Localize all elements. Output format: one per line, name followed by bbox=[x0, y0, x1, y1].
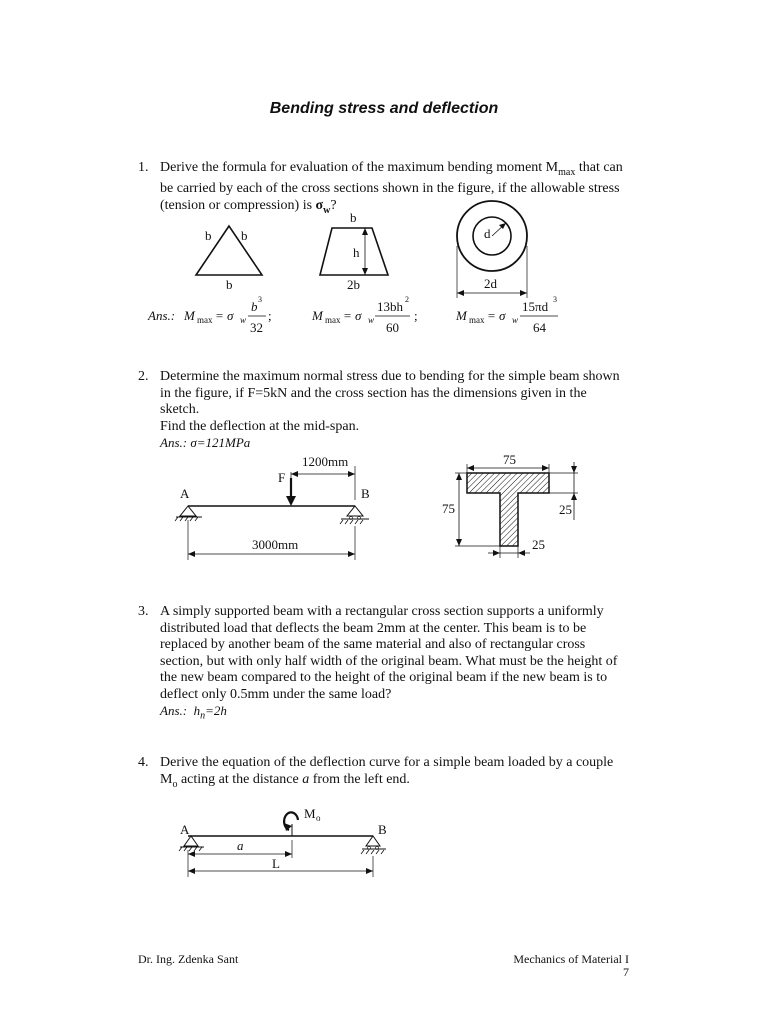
svg-text:o: o bbox=[316, 813, 321, 823]
problem-2-text: Determine the maximum normal stress due to bending for the simple beam shown in the figure, if F=5kN and the cross section has the dimensions given in the sketch. Find the deflection at the mid-span. Ans.: σ=121MPa bbox=[160, 369, 620, 450]
svg-text:M: M bbox=[456, 308, 467, 323]
triangle-right-label: b bbox=[241, 228, 248, 243]
span-label: 3000mm bbox=[252, 537, 299, 552]
triangle-left-label: b bbox=[205, 228, 212, 243]
trapezoid-bottom-label: 2b bbox=[347, 277, 360, 292]
support-4b-label: B bbox=[378, 822, 387, 837]
problem-2-number: 2. bbox=[138, 369, 149, 384]
svg-text:2: 2 bbox=[405, 295, 409, 304]
svg-text:w: w bbox=[368, 315, 375, 325]
t-width-label: 75 bbox=[503, 452, 516, 467]
footer-course: Mechanics of Material I bbox=[513, 952, 629, 966]
support-a-label: A bbox=[180, 486, 190, 501]
support-4a-label: A bbox=[180, 822, 190, 837]
svg-text:= σ: = σ bbox=[215, 308, 234, 323]
problem-3-answer: Ans.: $h_n=2h$ bbox=[160, 703, 227, 722]
svg-text:13bh: 13bh bbox=[377, 299, 403, 314]
circle-outer-label: 2d bbox=[484, 276, 497, 291]
t-flange-label: 25 bbox=[559, 502, 572, 517]
t-height-label: 75 bbox=[442, 501, 455, 516]
dimension-1200-label: 1200mm bbox=[302, 454, 349, 469]
svg-text:;: ; bbox=[414, 308, 418, 323]
problem-1-number: 1. bbox=[138, 160, 149, 175]
length-label: L bbox=[272, 856, 280, 871]
t-web-label: 25 bbox=[532, 537, 545, 552]
answer-prefix-1: Ans.: bbox=[148, 308, 176, 323]
distance-a-label: a bbox=[237, 838, 244, 853]
svg-text:M: M bbox=[312, 308, 323, 323]
circle-inner-label: d bbox=[484, 226, 491, 241]
svg-text:3: 3 bbox=[553, 295, 557, 304]
svg-text:w: w bbox=[240, 315, 247, 325]
page-number: 7 bbox=[623, 965, 629, 979]
triangle-bottom-label: b bbox=[226, 277, 233, 292]
svg-text:60: 60 bbox=[386, 320, 399, 335]
trapezoid-height-label: h bbox=[353, 245, 360, 260]
footer-author: Dr. Ing. Zdenka Sant bbox=[138, 952, 239, 966]
svg-text:= σ: = σ bbox=[343, 308, 362, 323]
problem-3-number: 3. bbox=[138, 604, 149, 619]
problem-3-text: A simply supported beam with a rectangular cross section supports a uniformly distributed load that deflects the beam 2mm at the center. This beam is to be replaced by another beam of the same material and also of rectangular cross section, but with only half width of the original beam. What must be the height of the new beam compared to the height of the original beam if the new beam is to deflect only 0.5mm under the same load? Ans.: $h_n=2h$ bbox=[160, 604, 618, 722]
svg-text:M: M bbox=[184, 308, 195, 323]
problem-4-text: Derive the equation of the deflection curve for a simple beam loaded by a couple $M_o$ acting at the distance a from the left end. bbox=[160, 755, 614, 790]
problem-1-text: Derive the formula for evaluation of the maximum bending moment $M_{max}$ that can be carried by each of the cross sections shown in the figure, if the allowable stress (tension or compression) is $\sigma_w$? bbox=[160, 160, 623, 216]
problem-2-answer: Ans.: σ=121MPa bbox=[160, 435, 251, 450]
svg-text:max: max bbox=[469, 315, 485, 325]
moment-label: M bbox=[304, 806, 316, 821]
trapezoid-top-label: b bbox=[350, 210, 357, 225]
problem-4-number: 4. bbox=[138, 755, 149, 770]
svg-text:3: 3 bbox=[258, 295, 262, 304]
page-title: Bending stress and deflection bbox=[269, 100, 499, 117]
svg-text:15πd: 15πd bbox=[522, 299, 549, 314]
svg-text:64: 64 bbox=[533, 320, 546, 335]
svg-text:32: 32 bbox=[250, 320, 263, 335]
svg-text:b: b bbox=[251, 299, 258, 314]
force-label: F bbox=[278, 470, 286, 485]
svg-text:w: w bbox=[512, 315, 519, 325]
svg-text:= σ: = σ bbox=[487, 308, 506, 323]
svg-text:max: max bbox=[197, 315, 213, 325]
support-b-label: B bbox=[361, 486, 370, 501]
svg-text:;: ; bbox=[268, 308, 272, 323]
svg-text:max: max bbox=[325, 315, 341, 325]
